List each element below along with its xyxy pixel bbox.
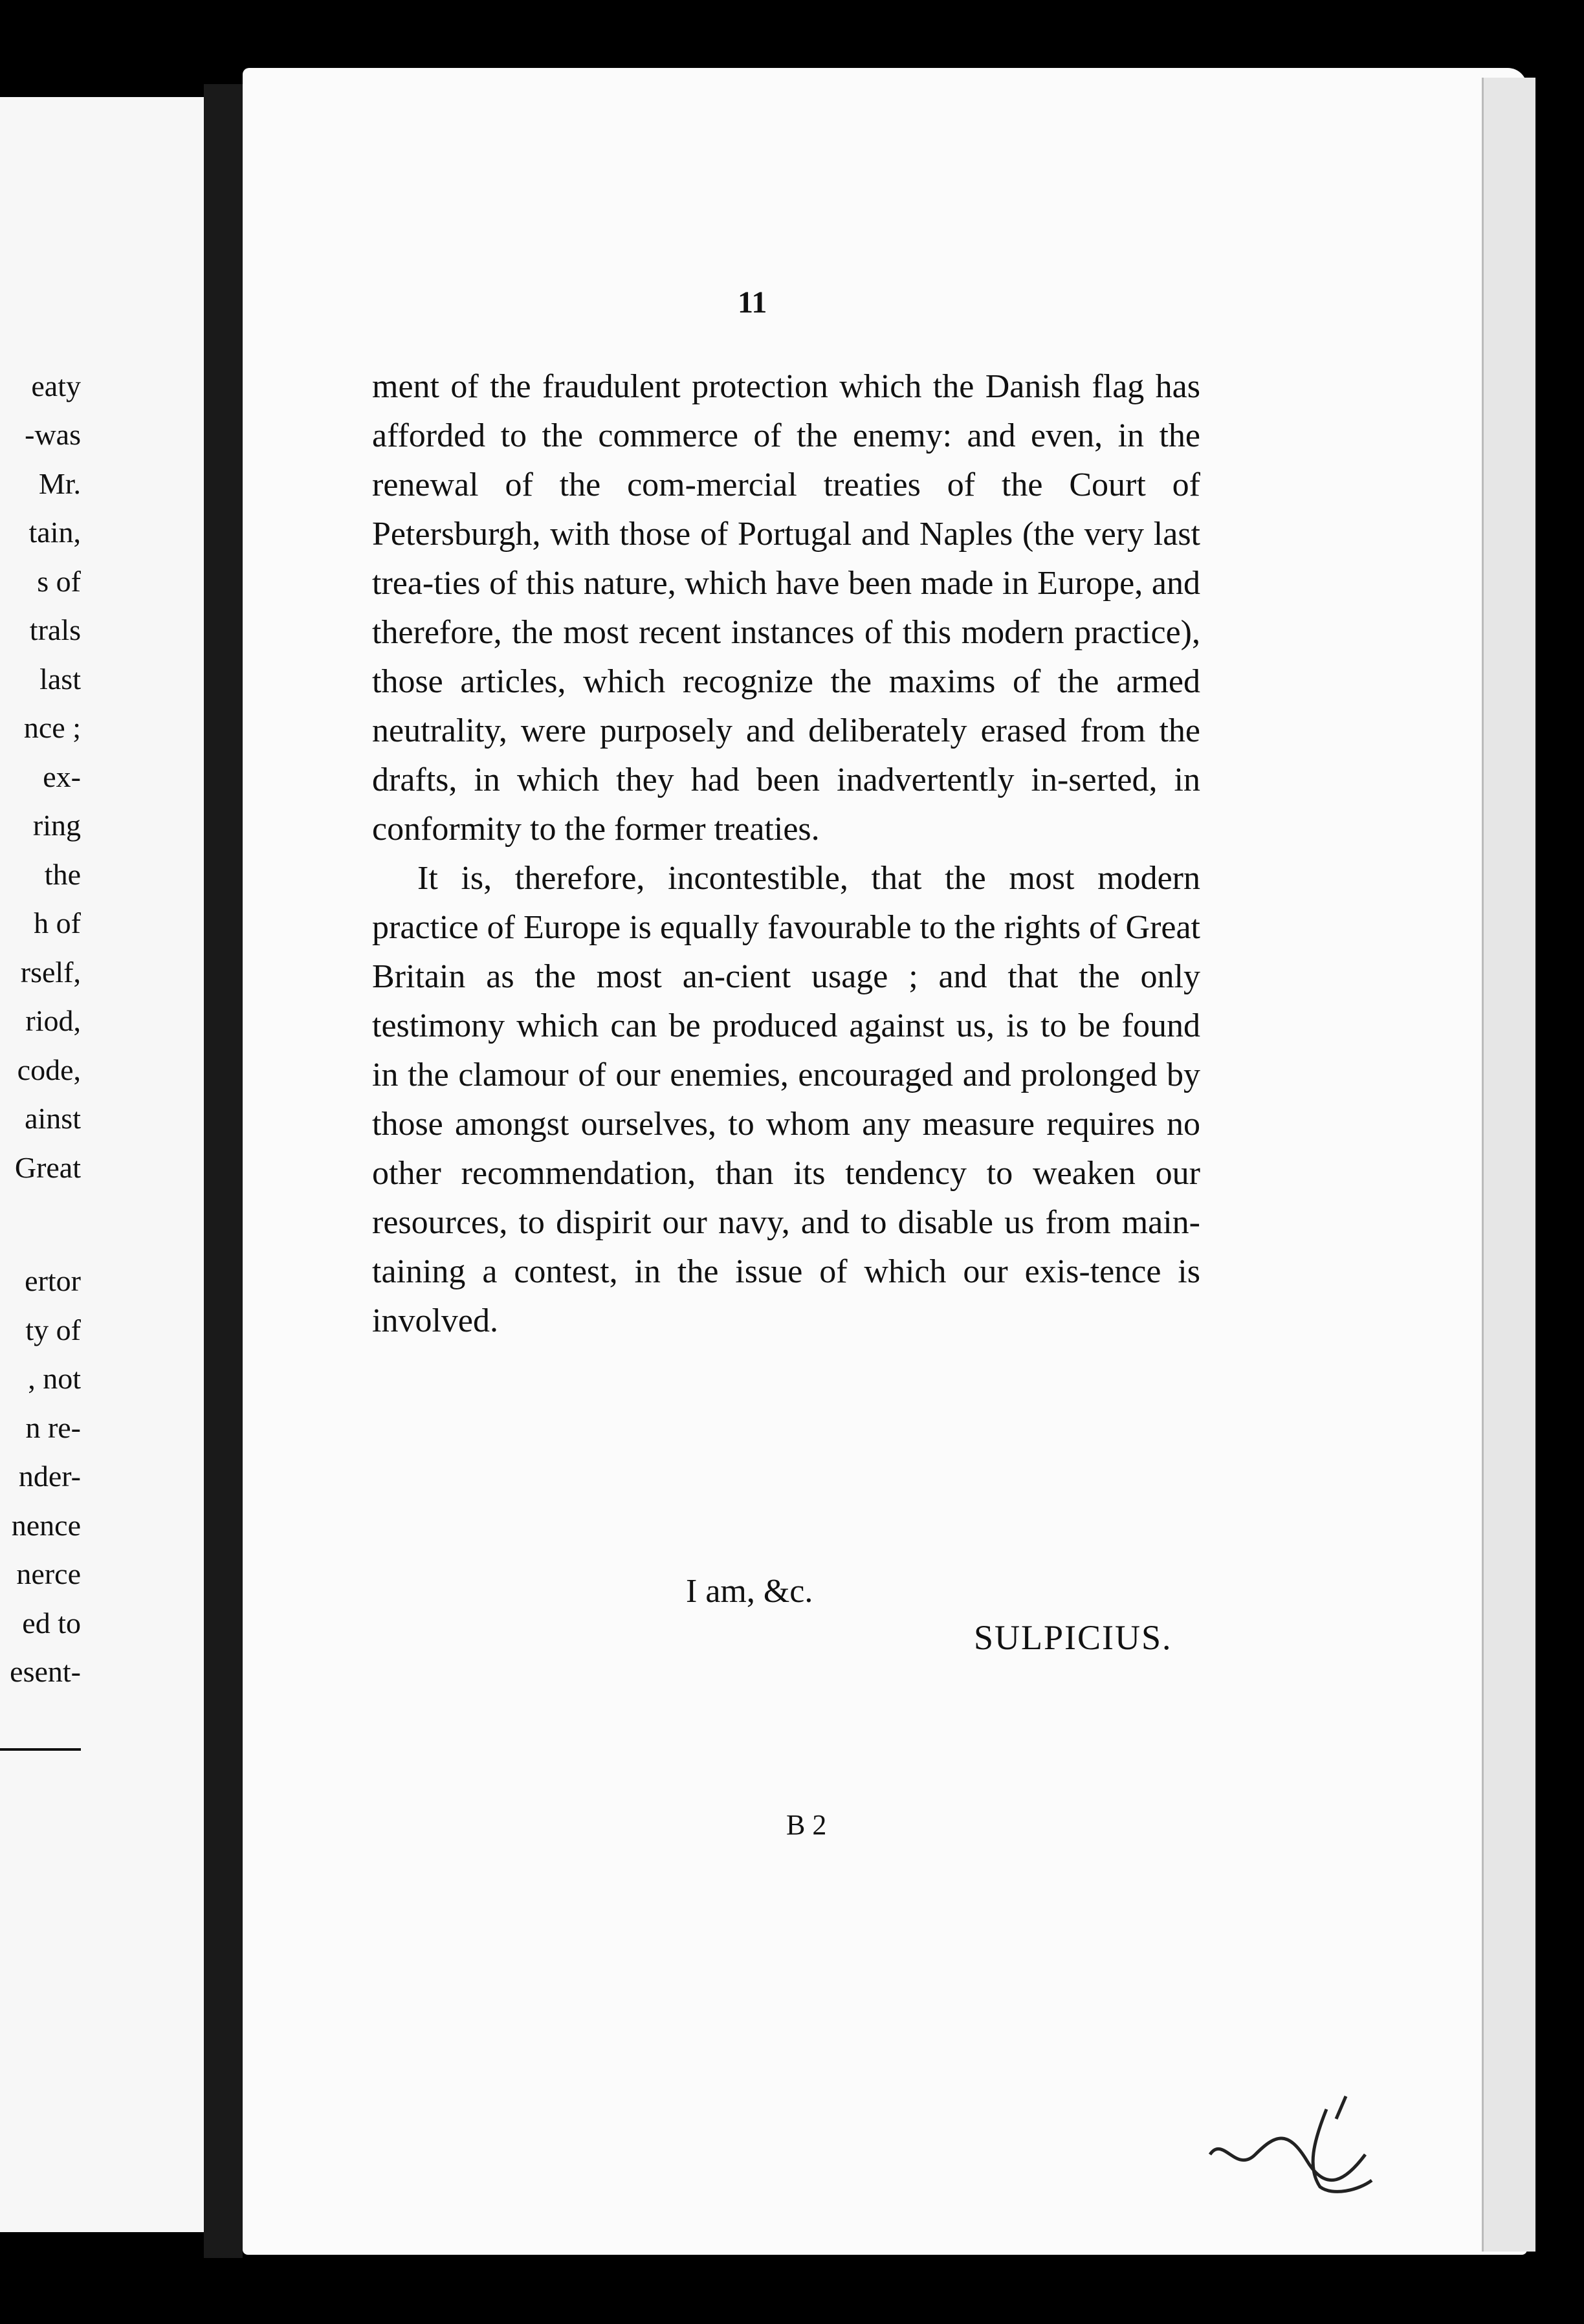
page-edge — [1482, 78, 1535, 2252]
left-line: Mr. — [38, 467, 81, 500]
left-line: h of — [34, 906, 81, 939]
left-line: ring — [32, 809, 81, 842]
left-line: n re- — [25, 1411, 81, 1444]
left-line: the — [44, 858, 81, 891]
left-line — [0, 1196, 81, 1237]
signature-mark: B 2 — [786, 1809, 827, 1841]
paragraph: ment of the fraudulent protection which the Danish flag has afforded to the commerce of the enemy: and even, in the renewal of the com-mercial treaties of the Court of Petersburgh, with those of Portugal and Naples (the very last trea-ties of this nature, which have been made in Europe, and therefore, the most recent instances of this modern practice), those articles, which recognize the maxims of the armed neutrality, were purposely and deliberately erased from the drafts, in which they had been inadvertently in-serted, in conformity to the former treaties. — [372, 368, 1200, 848]
left-line: s of — [37, 565, 81, 598]
page-number: 11 — [738, 285, 767, 320]
left-line: eaty — [31, 369, 81, 402]
left-line: -was — [25, 418, 81, 451]
left-line: last — [39, 663, 81, 696]
left-line: nder- — [18, 1460, 81, 1493]
left-line: ty of — [25, 1313, 81, 1346]
left-line: Great — [14, 1151, 81, 1184]
left-line: ertor — [25, 1264, 81, 1297]
left-line: ed to — [22, 1606, 81, 1639]
left-line: , not — [28, 1362, 81, 1395]
left-line: code, — [17, 1053, 81, 1086]
left-line: tain, — [28, 516, 81, 549]
left-line: esent- — [10, 1655, 81, 1688]
left-line: rself, — [20, 956, 81, 989]
left-line: ainst — [25, 1102, 81, 1135]
closing-line: I am, &c. — [686, 1573, 813, 1610]
paragraph: It is, therefore, incontestible, that the most modern practice of Europe is equally favourable to the rights of Great Britain as the most an-cient usage ; and that the only testimony which can be produced against us, is to be found in the clamour of our enemies, encouraged and prolonged by those amongst ourselves, to whom any measure requires no other recommendation, than its tendency to weaken our resources, to dispirit our navy, and to disable us from main-taining a contest, in the issue of which our exis-tence is involved. — [372, 860, 1200, 1339]
left-line: trals — [29, 613, 81, 646]
body-text — [372, 362, 1200, 1346]
left-page-rule — [0, 1748, 81, 1751]
signature: SULPICIUS. — [974, 1618, 1172, 1657]
left-line: ex- — [43, 760, 81, 793]
left-line: nence — [11, 1509, 81, 1542]
left-line: riod, — [25, 1004, 81, 1037]
left-line: nce ; — [23, 711, 81, 744]
left-page — [0, 97, 208, 2232]
book-gutter — [204, 84, 243, 2258]
handwritten-mark-icon — [1197, 2083, 1411, 2200]
left-line: nerce — [16, 1557, 81, 1590]
